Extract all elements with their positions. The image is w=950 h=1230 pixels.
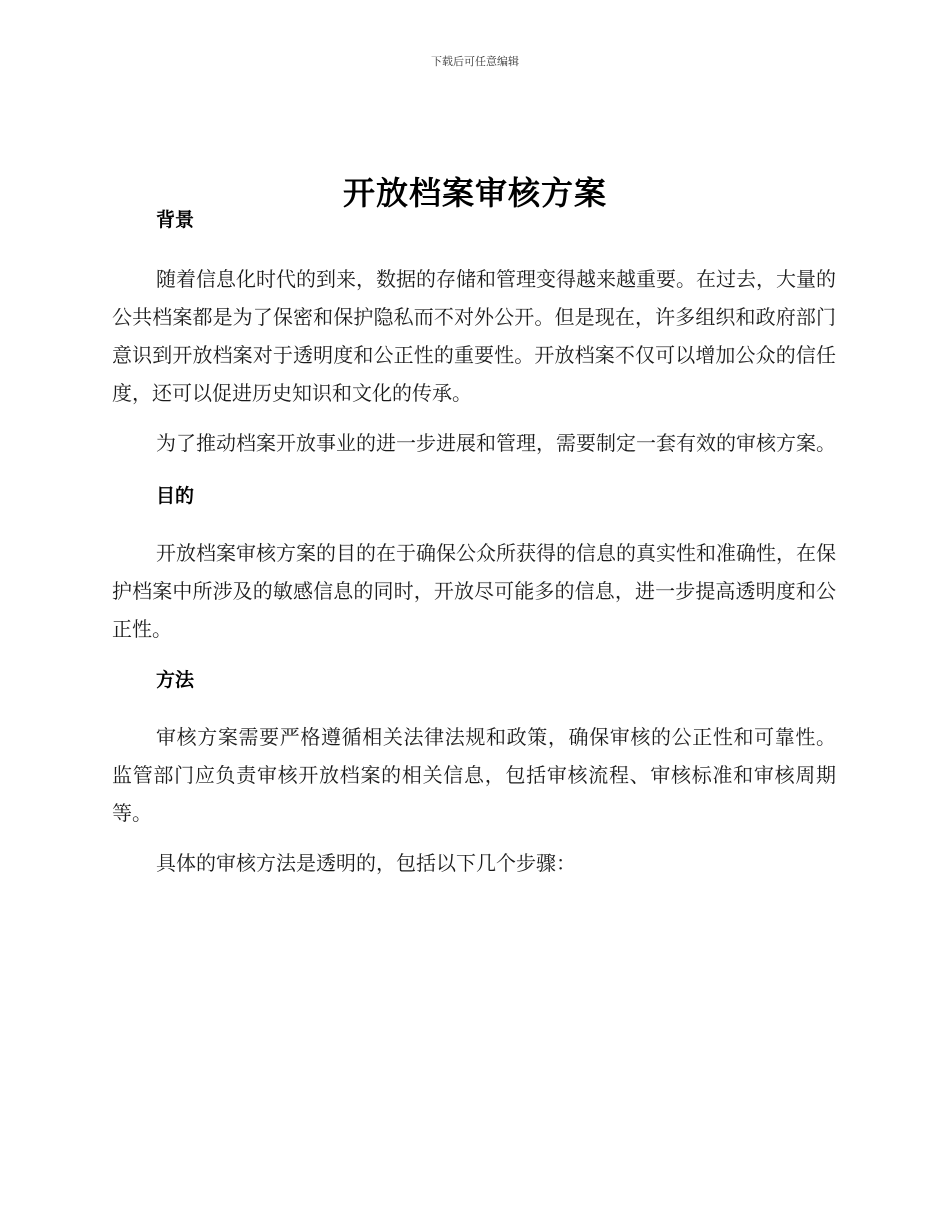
paragraph: 开放档案审核方案的目的在于确保公众所获得的信息的真实性和准确性，在保护档案中所涉及的敏感信息的同时，开放尽可能多的信息，进一步提高透明度和公正性。: [112, 541, 836, 641]
paragraph: 随着信息化时代的到来，数据的存储和管理变得越来越重要。在过去，大量的公共档案都是为了保密和保护隐私而不对外公开。但是现在，许多组织和政府部门意识到开放档案对于透明度和公正性的重要性。开放档案不仅可以增加公众的信任度，还可以促进历史知识和文化的传承。: [112, 267, 836, 405]
header-note: 下载后可任意编辑: [431, 55, 519, 68]
section-heading-method: 方法: [156, 669, 195, 691]
document-body: [112, 200, 836, 882]
paragraph: 具体的审核方法是透明的，包括以下几个步骤：: [156, 851, 576, 875]
section-heading-background: 背景: [156, 209, 195, 231]
paragraph: 为了推动档案开放事业的进一步进展和管理，需要制定一套有效的审核方案。: [156, 431, 836, 455]
document-title: 开放档案审核方案: [342, 174, 607, 213]
paragraph: 审核方案需要严格遵循相关法律法规和政策，确保审核的公正性和可靠性。 监管部门应负责审核开放档案的相关信息，包括审核流程、审核标准和审核周期等。: [112, 725, 836, 825]
section-heading-purpose: 目的: [156, 485, 195, 507]
